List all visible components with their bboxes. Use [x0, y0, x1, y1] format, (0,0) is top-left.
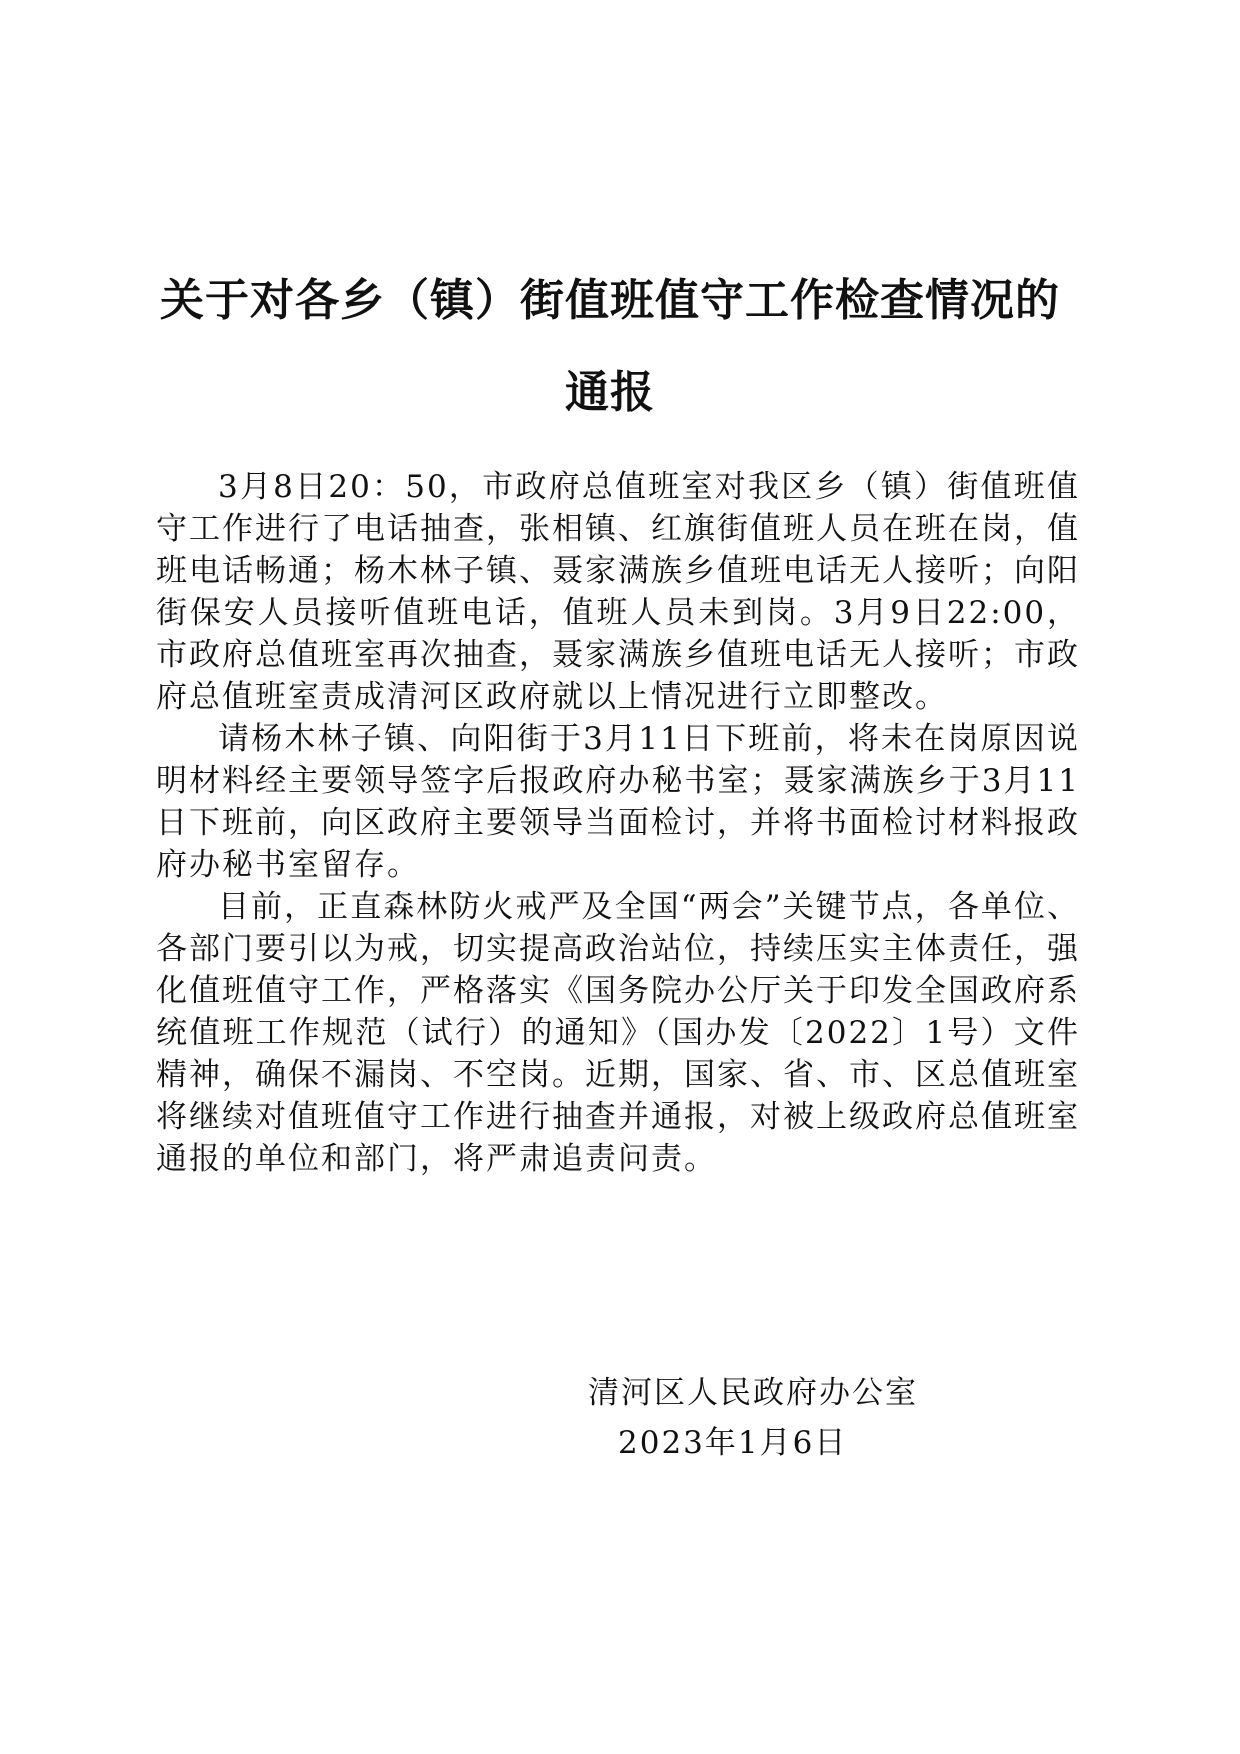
document-title	[150, 255, 1070, 439]
paragraph-requirements: 目前，正直森林防火戒严及全国“两会”关键节点，各单位、各部门要引以为戒，切实提高政治站位，持续压实主体责任，强化值班值守工作，严格落实《国务院办公厅关于印发全国政府系统值班工作规范（试行）的通知》（国办发〔2022〕1号）文件精神，确保不漏岗、不空岗。近期，国家、省、市、区总值班室将继续对值班值守工作进行抽查并通报，对被上级政府总值班室通报的单位和部门，将严肃追责问责。	[156, 889, 1080, 1177]
signature-date: 2023年1月6日	[618, 1425, 848, 1461]
document-body	[156, 466, 1080, 1180]
paragraph-rectification-request: 请杨木林子镇、向阳街于3月11日下班前，将未在岗原因说明材料经主要领导签字后报政府办秘书室；聂家满族乡于3月11日下班前，向区政府主要领导当面检讨，并将书面检讨材料报政府办秘书室留存。	[156, 721, 1080, 883]
paragraph-inspection-results: 3月8日20：50，市政府总值班室对我区乡（镇）街值班值守工作进行了电话抽查，张相镇、红旗街值班人员在班在岗，值班电话畅通；杨木林子镇、聂家满族乡值班电话无人接听；向阳街保安人员接听值班电话，值班人员未到岗。3月9日22:00，市政府总值班室再次抽查，聂家满族乡值班电话无人接听；市政府总值班室责成清河区政府就以上情况进行立即整改。	[156, 469, 1080, 715]
title-line-2: 通报	[565, 367, 655, 418]
signature-organization: 清河区人民政府办公室	[588, 1375, 918, 1411]
signature-block	[560, 1368, 960, 1468]
title-line-1: 关于对各乡（镇）街值班值守工作检查情况的	[160, 275, 1060, 326]
